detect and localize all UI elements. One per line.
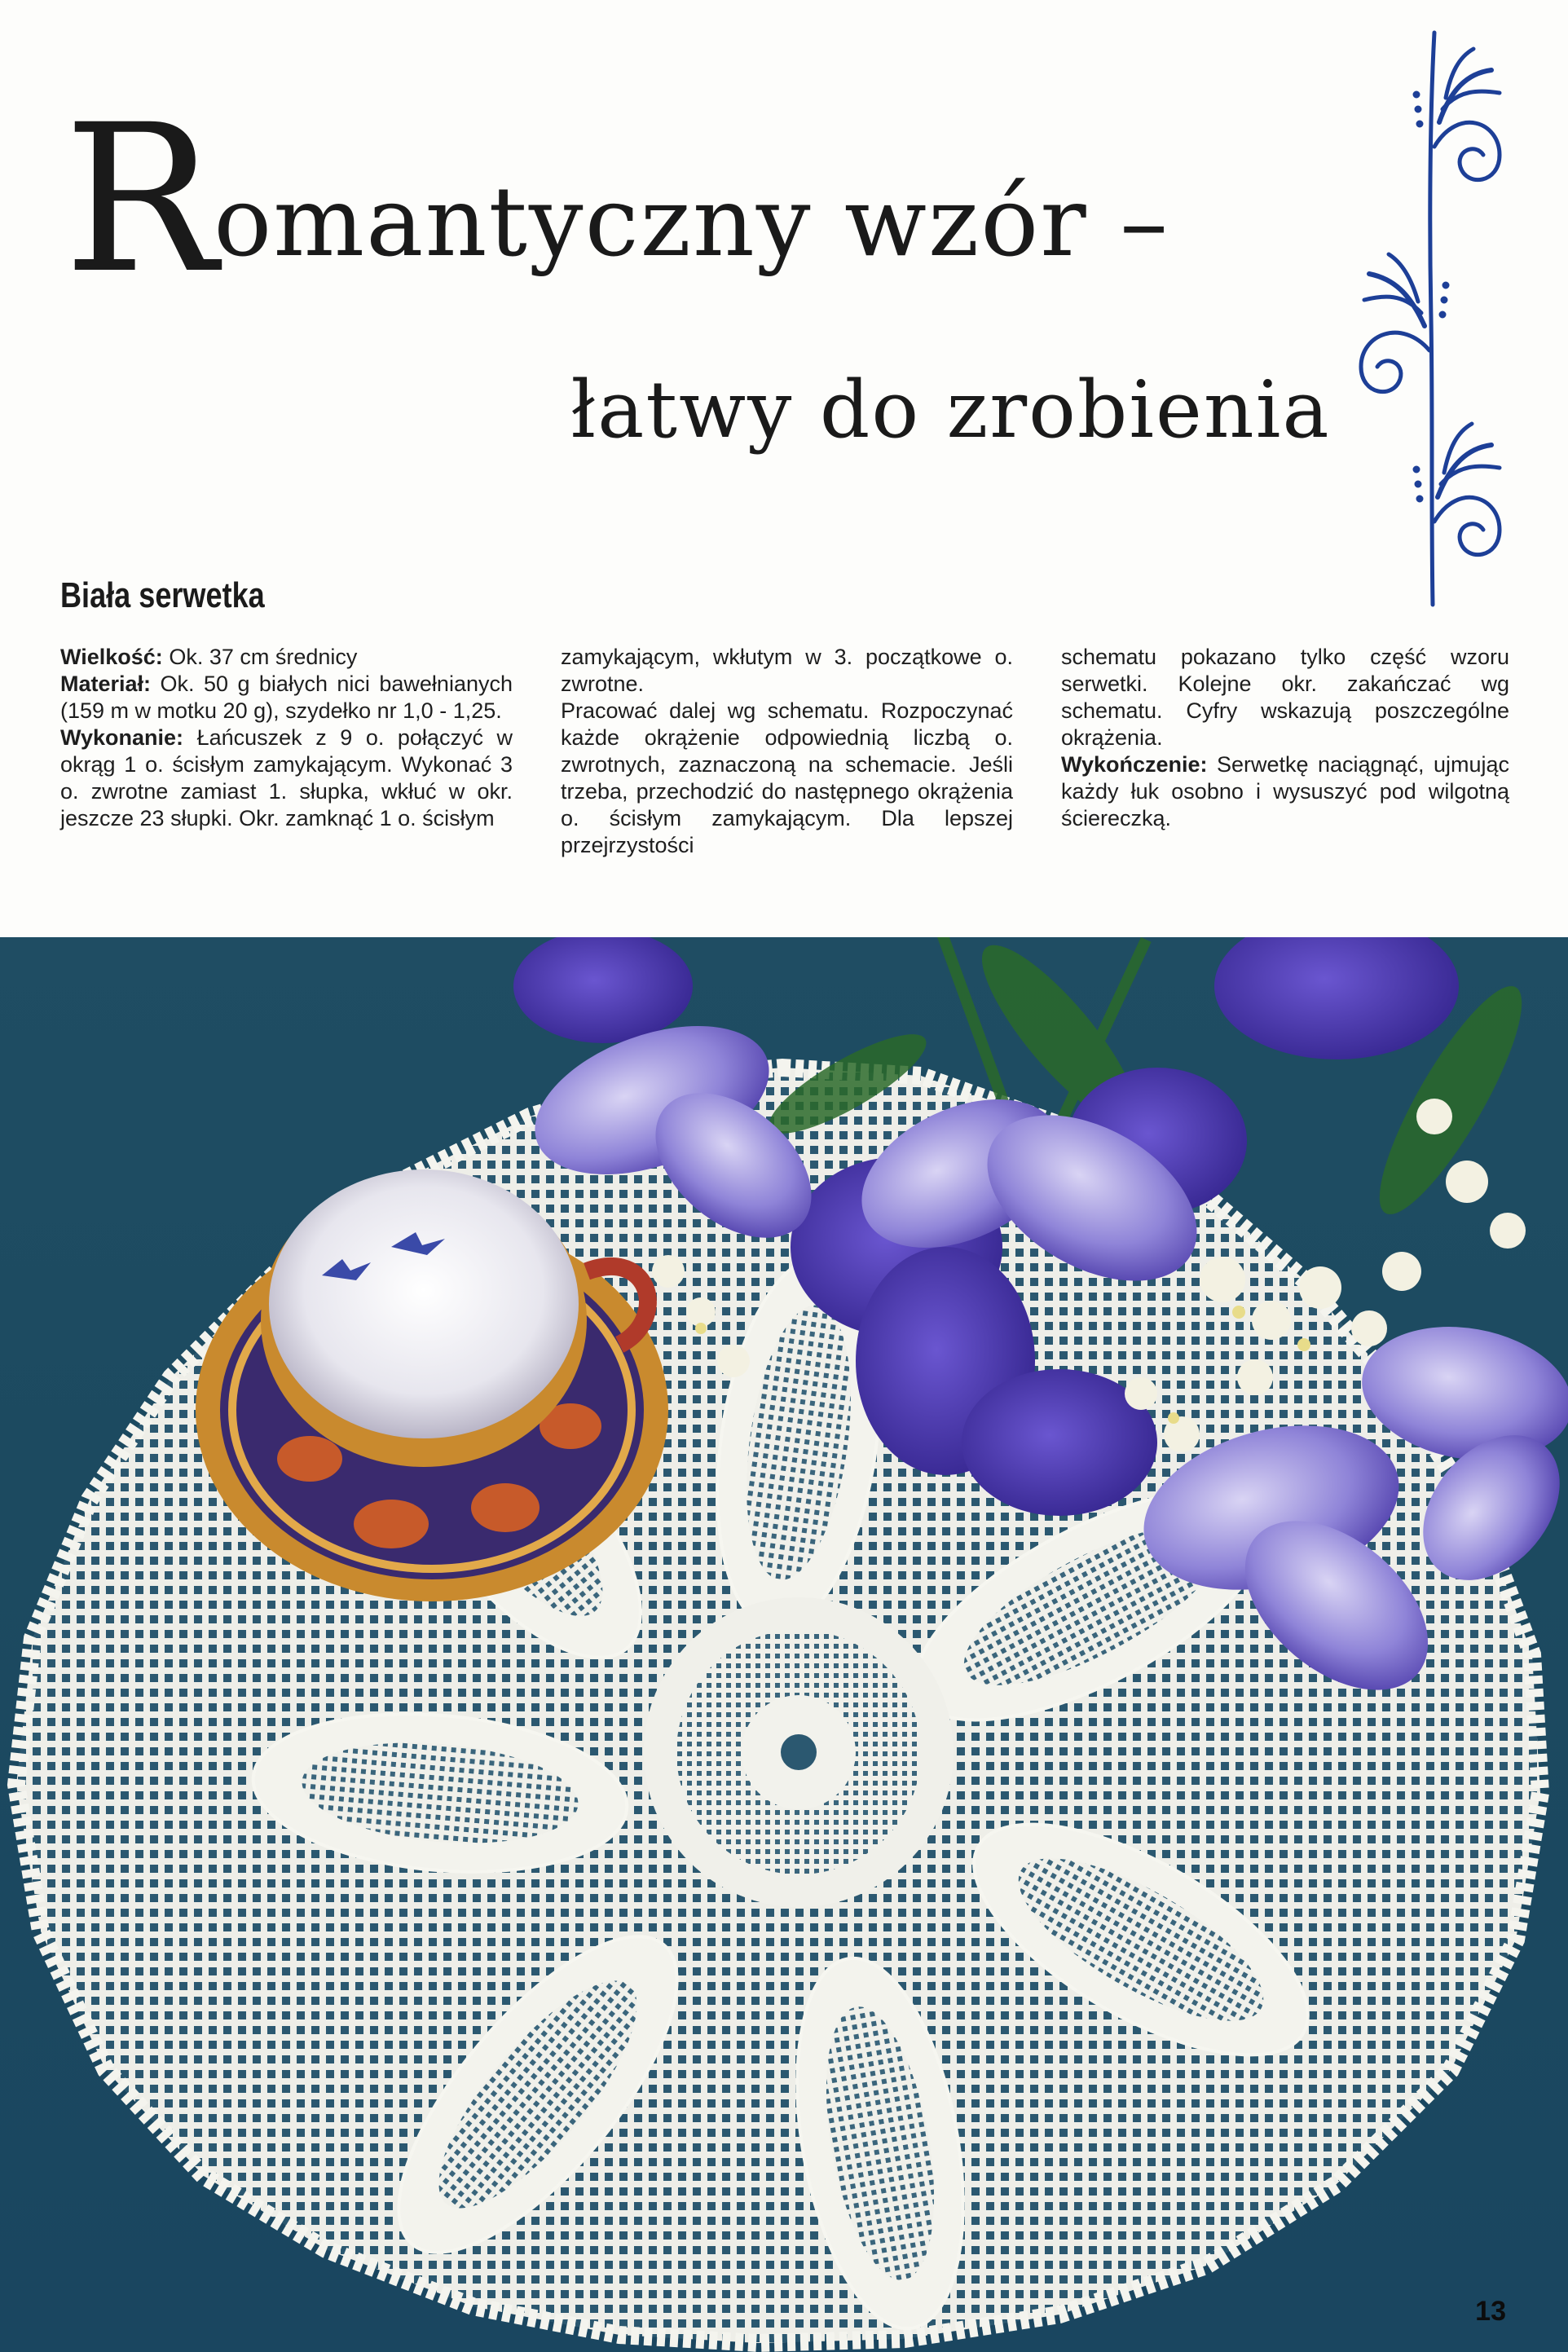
- size-text: Ok. 37 cm średnicy: [162, 645, 358, 669]
- doily-photo: [0, 937, 1568, 2352]
- finishing-paragraph: [1061, 751, 1509, 832]
- material-paragraph: [60, 671, 513, 725]
- title-text: omantyczny wzór –: [214, 165, 1170, 278]
- size-paragraph: [60, 644, 513, 671]
- doily-photo-illustration: [0, 937, 1568, 2352]
- section-heading: Biała serwetka: [60, 575, 265, 615]
- execution-label: Wykonanie:: [60, 725, 184, 750]
- ornament-decoration-icon: [1337, 24, 1532, 611]
- execution-paragraph: [60, 725, 513, 832]
- doily: [16, 1068, 1540, 2343]
- size-label: Wielkość:: [60, 645, 163, 669]
- text-column-1: [60, 644, 513, 832]
- finishing-text: Serwetkę naciągnąć, ujmując każdy łuk osobno i wysuszyć pod wilgotną ściereczką.: [1061, 752, 1509, 830]
- execution-text: Łańcuszek z 9 o. połączyć w okrąg 1 o. ścisłym zamykającym. Wykonać 3 o. zwrotne zamiast 1. słupka, wkłuć w okr. jeszcze 23 słupki. Okr. zamknąć 1 o. ścisłym: [60, 725, 513, 830]
- col2-paragraph-1: zamykającym, wkłutym w 3. początkowe o. zwrotne.: [561, 645, 1013, 696]
- text-column-3: [1061, 644, 1509, 832]
- title-initial: R: [64, 81, 219, 318]
- material-text: Ok. 50 g białych nici bawełnianych (159 m w motku 20 g), szydełko nr 1,0 - 1,25.: [60, 672, 513, 723]
- title-area: [0, 0, 1568, 554]
- col3-paragraph-1: schematu pokazano tylko część wzoru serwetki. Kolejne okr. zakańczać wg schematu. Cyfry wskazują poszczególne okrążenia.: [1061, 645, 1509, 750]
- material-label: Materiał:: [60, 672, 152, 696]
- text-column-2: [561, 644, 1013, 859]
- finishing-label: Wykończenie:: [1061, 752, 1208, 777]
- col2-paragraph-2: Pracować dalej wg schematu. Rozpoczynać każde okrążenie odpowiednią liczbą o. zwrotnych, zaznaczoną na schemacie. Jeśli trzeba, przechodzić do następnego okrążenia o. ścisłym zamykającym. Dla lepszej przejrzystości: [561, 698, 1013, 857]
- page-title: [64, 81, 1170, 318]
- page-number: 13: [1475, 2296, 1506, 2327]
- page-subtitle: łatwy do zrobienia: [570, 364, 1331, 456]
